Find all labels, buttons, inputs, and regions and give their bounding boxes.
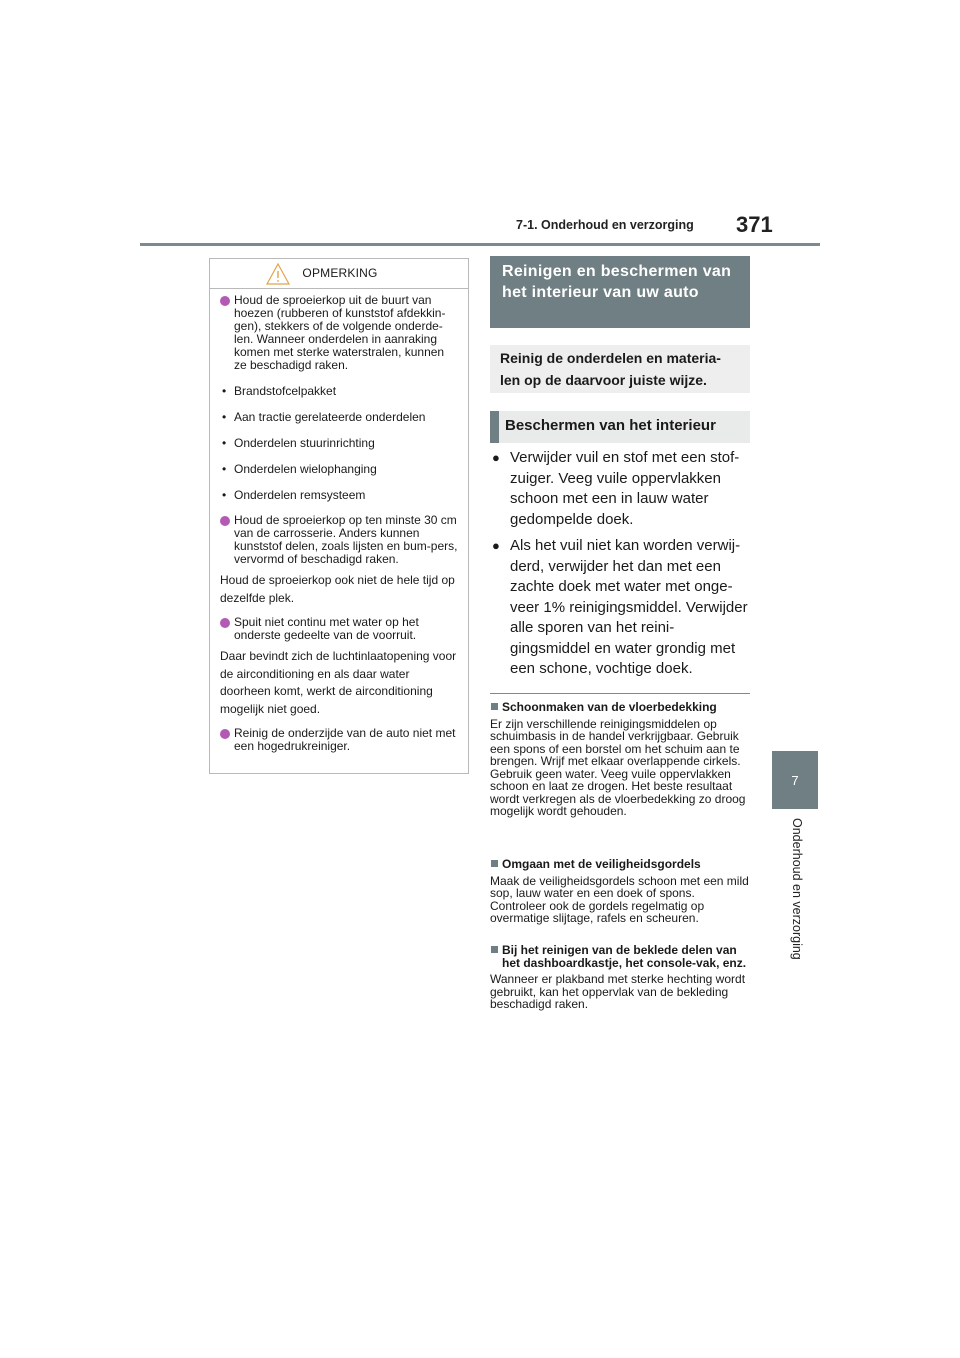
list-item-text: Verwijder vuil en stof met een stof-zuiger. Veeg vuile oppervlakken schoon met een in lauw water gedompelde doek. [510, 449, 740, 528]
notice-bullet-text: Aan tractie gerelateerde onderdelen [234, 410, 426, 424]
chapter-tab-label: Onderhoud en verzorging [790, 818, 804, 960]
bullet-dot-icon [220, 618, 230, 628]
notice-paragraph: Daar bevindt zich de luchtinlaatopening voor de airconditioning en als daar water doorheen komt, werkt de airconditioning mogelijk niet goed. [220, 649, 457, 716]
section-heading [490, 944, 750, 969]
notice-bullet: • Onderdelen stuurinrichting [222, 436, 375, 450]
square-bullet-icon [491, 860, 498, 867]
notice-item [220, 294, 458, 372]
bullet-dot-icon [220, 729, 230, 739]
instruction-list [490, 448, 752, 686]
notice-bullet-text: Brandstofcelpakket [234, 384, 337, 398]
notice-bullet: • Brandstofcelpakket [222, 384, 337, 398]
section-text: Maak de veiligheidsgordels schoon met een mild sop, lauw water en een doek of spons. Controleer ook de gordels regelmatig op overmatige slijtage, rafels en scheuren. [490, 873, 749, 925]
bullet-dot-icon [220, 296, 230, 306]
section-veiligheidsgordels [490, 858, 750, 925]
divider [490, 693, 750, 694]
section-beklede-delen [490, 944, 750, 1011]
section-vloerbedekking [490, 701, 750, 818]
subheading: Beschermen van het interieur [490, 411, 750, 443]
bullet-dot-icon: ● [492, 450, 500, 465]
bullet-dot-icon: ● [492, 538, 500, 553]
warning-triangle-icon [266, 263, 290, 285]
list-item [490, 536, 752, 680]
section-text: Wanneer er plakband met sterke hechting wordt gebruikt, kan het oppervlak van de bekleding beschadigd raken. [490, 972, 746, 1011]
page-number: 371 [736, 212, 773, 237]
section-title: 7-1. Onderhoud en verzorging [516, 218, 694, 232]
section-text: Er zijn verschillende reinigingsmiddelen op schuimbasis in de handel verkrijgbaar. Gebruik een spons of een borstel om het schuim aan te brengen. Wrijf met elkaar overlappende cirkels. Gebruik geen water. Veeg vuile oppervlakken schoon en laat ze drogen. Het beste resultaat wordt verkregen als de vloerbedekking zo droog mogelijk wordt gehouden. [490, 716, 746, 818]
notice-bullet-text: Onderdelen remsysteem [234, 488, 366, 502]
square-bullet-icon [491, 946, 498, 953]
main-heading: Reinigen en beschermen van het interieur van uw auto [490, 256, 750, 328]
section-heading-text: Bij het reinigen van de beklede delen van het dashboardkastje, het console-vak, enz. [502, 943, 747, 970]
notice-box [209, 258, 469, 774]
notice-item-text: Houd de sproeierkop op ten minste 30 cm van de carrosserie. Anders kunnen kunststof delen, zoals lijsten en bum-pers, vervormd of beschadigd raken. [234, 513, 458, 566]
notice-bullet-text: Onderdelen wielophanging [234, 462, 377, 476]
notice-item-text: Houd de sproeierkop uit de buurt van hoezen (rubberen of kunststof afdekkin-gen), stekkers of de volgende onderde-len. Wanneer onderdelen in aanraking komen met sterke waterstralen, kunnen ze beschadigd raken. [234, 293, 446, 372]
notice-paragraph: Houd de sproeierkop ook niet de hele tijd op dezelfde plek. [220, 573, 455, 605]
notice-item [220, 616, 458, 642]
notice-item [220, 514, 458, 566]
section-heading-text: Omgaan met de veiligheidsgordels [502, 857, 701, 871]
header-rule [140, 243, 820, 246]
notice-bullet: • Aan tractie gerelateerde onderdelen [222, 410, 426, 424]
notice-bullet: • Onderdelen remsysteem [222, 488, 366, 502]
notice-header [210, 259, 468, 289]
notice-item-text: Spuit niet continu met water op het onderste gedeelte van de voorruit. [234, 615, 419, 642]
bullet-dot-icon [220, 516, 230, 526]
notice-item [220, 727, 458, 753]
square-bullet-icon [491, 703, 498, 710]
chapter-tab[interactable]: 7 [772, 751, 818, 809]
section-heading-text: Schoonmaken van de vloerbedekking [502, 700, 717, 714]
list-item [490, 448, 752, 530]
section-heading [490, 858, 750, 871]
notice-item-text: Reinig de onderzijde van de auto niet met een hogedrukreiniger. [234, 726, 456, 753]
notice-title: OPMERKING [302, 266, 378, 280]
section-heading [490, 701, 750, 714]
intro-text: Reinig de onderdelen en materia-len op de daarvoor juiste wijze. [490, 345, 750, 393]
notice-bullet-text: Onderdelen stuurinrichting [234, 436, 375, 450]
notice-bullet: • Onderdelen wielophanging [222, 462, 377, 476]
list-item-text: Als het vuil niet kan worden verwij-derd, verwijder het dan met een zachte doek met water met onge-veer 1% reinigingsmiddel. Verwijder alle sporen van het reini-gingsmiddel en water grondig met een schone, vochtige doek. [510, 537, 748, 677]
